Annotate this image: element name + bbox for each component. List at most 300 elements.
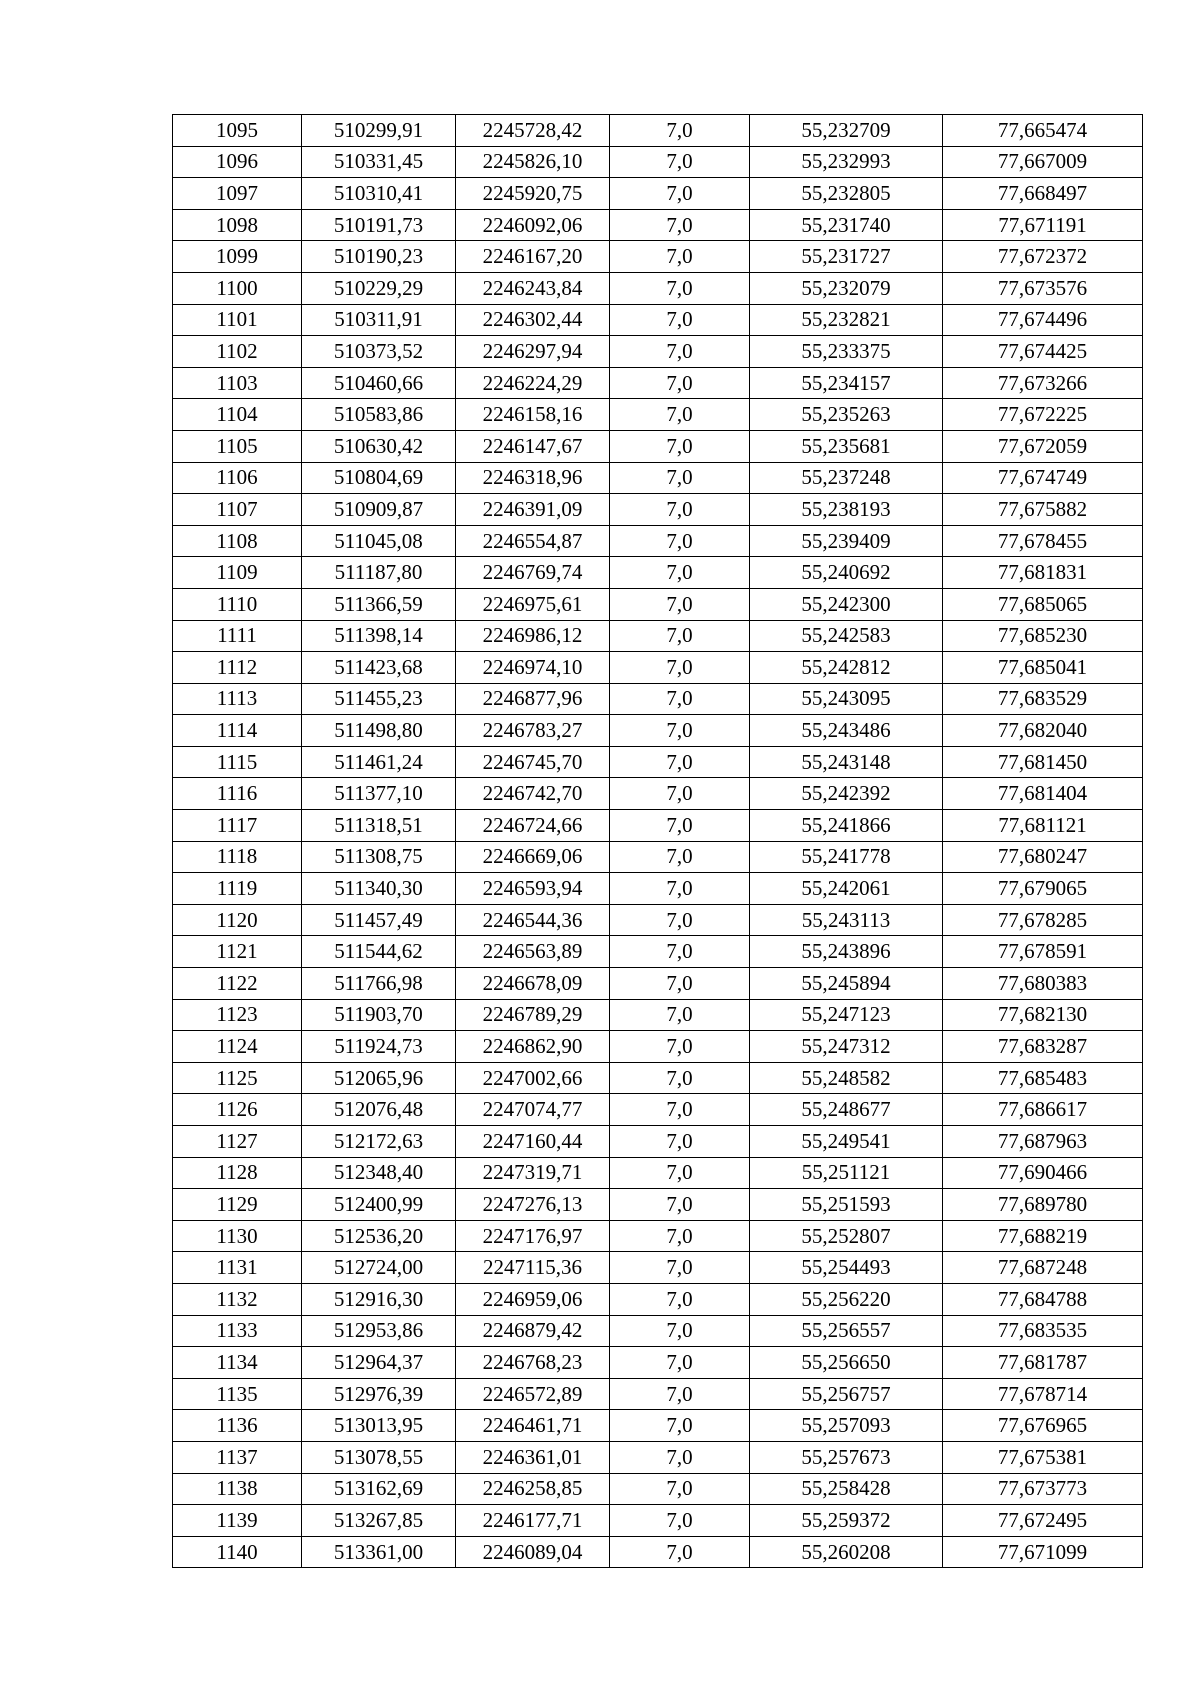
- point-number-cell: 1104: [173, 399, 302, 431]
- value-cell: 7,0: [610, 1536, 750, 1568]
- value-cell: 7,0: [610, 1094, 750, 1126]
- value-cell: 7,0: [610, 936, 750, 968]
- longitude-cell: 77,668497: [943, 178, 1143, 210]
- y-coordinate-cell: 2246959,06: [456, 1283, 610, 1315]
- y-coordinate-cell: 2246769,74: [456, 557, 610, 589]
- latitude-cell: 55,235681: [750, 430, 943, 462]
- x-coordinate-cell: 512400,99: [302, 1189, 456, 1221]
- latitude-cell: 55,243148: [750, 746, 943, 778]
- table-row: [173, 336, 1143, 368]
- longitude-cell: 77,678714: [943, 1378, 1143, 1410]
- y-coordinate-cell: 2246297,94: [456, 336, 610, 368]
- latitude-cell: 55,232993: [750, 146, 943, 178]
- y-coordinate-cell: 2246258,85: [456, 1473, 610, 1505]
- point-number-cell: 1118: [173, 841, 302, 873]
- value-cell: 7,0: [610, 1441, 750, 1473]
- latitude-cell: 55,260208: [750, 1536, 943, 1568]
- x-coordinate-cell: 511924,73: [302, 1031, 456, 1063]
- y-coordinate-cell: 2246461,71: [456, 1410, 610, 1442]
- value-cell: 7,0: [610, 1189, 750, 1221]
- x-coordinate-cell: 510299,91: [302, 115, 456, 147]
- latitude-cell: 55,232821: [750, 304, 943, 336]
- latitude-cell: 55,243896: [750, 936, 943, 968]
- longitude-cell: 77,679065: [943, 873, 1143, 905]
- value-cell: 7,0: [610, 115, 750, 147]
- longitude-cell: 77,682130: [943, 999, 1143, 1031]
- value-cell: 7,0: [610, 1062, 750, 1094]
- value-cell: 7,0: [610, 1283, 750, 1315]
- latitude-cell: 55,256557: [750, 1315, 943, 1347]
- latitude-cell: 55,232709: [750, 115, 943, 147]
- x-coordinate-cell: 511318,51: [302, 810, 456, 842]
- value-cell: 7,0: [610, 367, 750, 399]
- value-cell: 7,0: [610, 462, 750, 494]
- x-coordinate-cell: 511498,80: [302, 715, 456, 747]
- x-coordinate-cell: 512348,40: [302, 1157, 456, 1189]
- latitude-cell: 55,242812: [750, 652, 943, 684]
- point-number-cell: 1117: [173, 810, 302, 842]
- table-row: [173, 778, 1143, 810]
- longitude-cell: 77,684788: [943, 1283, 1143, 1315]
- point-number-cell: 1138: [173, 1473, 302, 1505]
- y-coordinate-cell: 2247115,36: [456, 1252, 610, 1284]
- table-row: [173, 399, 1143, 431]
- x-coordinate-cell: 511423,68: [302, 652, 456, 684]
- y-coordinate-cell: 2246092,06: [456, 209, 610, 241]
- point-number-cell: 1139: [173, 1505, 302, 1537]
- longitude-cell: 77,673266: [943, 367, 1143, 399]
- y-coordinate-cell: 2246678,09: [456, 968, 610, 1000]
- point-number-cell: 1108: [173, 525, 302, 557]
- longitude-cell: 77,680383: [943, 968, 1143, 1000]
- y-coordinate-cell: 2246789,29: [456, 999, 610, 1031]
- table-row: [173, 904, 1143, 936]
- coordinates-table: [172, 114, 1143, 1568]
- longitude-cell: 77,680247: [943, 841, 1143, 873]
- point-number-cell: 1135: [173, 1378, 302, 1410]
- y-coordinate-cell: 2247319,71: [456, 1157, 610, 1189]
- point-number-cell: 1136: [173, 1410, 302, 1442]
- table-row: [173, 873, 1143, 905]
- table-row: [173, 178, 1143, 210]
- longitude-cell: 77,681450: [943, 746, 1143, 778]
- latitude-cell: 55,231727: [750, 241, 943, 273]
- latitude-cell: 55,259372: [750, 1505, 943, 1537]
- x-coordinate-cell: 510331,45: [302, 146, 456, 178]
- table-row: [173, 241, 1143, 273]
- point-number-cell: 1096: [173, 146, 302, 178]
- point-number-cell: 1137: [173, 1441, 302, 1473]
- x-coordinate-cell: 511544,62: [302, 936, 456, 968]
- point-number-cell: 1100: [173, 272, 302, 304]
- table-row: [173, 1505, 1143, 1537]
- latitude-cell: 55,242300: [750, 588, 943, 620]
- table-row: [173, 1031, 1143, 1063]
- value-cell: 7,0: [610, 652, 750, 684]
- point-number-cell: 1127: [173, 1126, 302, 1158]
- x-coordinate-cell: 510373,52: [302, 336, 456, 368]
- y-coordinate-cell: 2246391,09: [456, 494, 610, 526]
- table-row: [173, 810, 1143, 842]
- latitude-cell: 55,242061: [750, 873, 943, 905]
- value-cell: 7,0: [610, 1410, 750, 1442]
- point-number-cell: 1109: [173, 557, 302, 589]
- point-number-cell: 1123: [173, 999, 302, 1031]
- x-coordinate-cell: 510804,69: [302, 462, 456, 494]
- latitude-cell: 55,249541: [750, 1126, 943, 1158]
- table-row: [173, 1094, 1143, 1126]
- latitude-cell: 55,242392: [750, 778, 943, 810]
- point-number-cell: 1101: [173, 304, 302, 336]
- longitude-cell: 77,674425: [943, 336, 1143, 368]
- table-row: [173, 557, 1143, 589]
- longitude-cell: 77,672372: [943, 241, 1143, 273]
- y-coordinate-cell: 2246879,42: [456, 1315, 610, 1347]
- point-number-cell: 1112: [173, 652, 302, 684]
- x-coordinate-cell: 511461,24: [302, 746, 456, 778]
- value-cell: 7,0: [610, 588, 750, 620]
- point-number-cell: 1122: [173, 968, 302, 1000]
- longitude-cell: 77,682040: [943, 715, 1143, 747]
- x-coordinate-cell: 511766,98: [302, 968, 456, 1000]
- longitude-cell: 77,671191: [943, 209, 1143, 241]
- longitude-cell: 77,687963: [943, 1126, 1143, 1158]
- value-cell: 7,0: [610, 1505, 750, 1537]
- y-coordinate-cell: 2246669,06: [456, 841, 610, 873]
- latitude-cell: 55,232079: [750, 272, 943, 304]
- x-coordinate-cell: 513162,69: [302, 1473, 456, 1505]
- value-cell: 7,0: [610, 178, 750, 210]
- table-row: [173, 1441, 1143, 1473]
- value-cell: 7,0: [610, 1031, 750, 1063]
- y-coordinate-cell: 2246724,66: [456, 810, 610, 842]
- point-number-cell: 1106: [173, 462, 302, 494]
- point-number-cell: 1133: [173, 1315, 302, 1347]
- table-row: [173, 936, 1143, 968]
- y-coordinate-cell: 2246986,12: [456, 620, 610, 652]
- longitude-cell: 77,665474: [943, 115, 1143, 147]
- point-number-cell: 1124: [173, 1031, 302, 1063]
- table-row: [173, 841, 1143, 873]
- latitude-cell: 55,243486: [750, 715, 943, 747]
- table-row: [173, 1252, 1143, 1284]
- y-coordinate-cell: 2246158,16: [456, 399, 610, 431]
- latitude-cell: 55,237248: [750, 462, 943, 494]
- longitude-cell: 77,683287: [943, 1031, 1143, 1063]
- value-cell: 7,0: [610, 620, 750, 652]
- longitude-cell: 77,678591: [943, 936, 1143, 968]
- value-cell: 7,0: [610, 1252, 750, 1284]
- x-coordinate-cell: 511455,23: [302, 683, 456, 715]
- x-coordinate-cell: 510583,86: [302, 399, 456, 431]
- y-coordinate-cell: 2247176,97: [456, 1220, 610, 1252]
- table-row: [173, 746, 1143, 778]
- longitude-cell: 77,672225: [943, 399, 1143, 431]
- point-number-cell: 1126: [173, 1094, 302, 1126]
- table-row: [173, 652, 1143, 684]
- latitude-cell: 55,251593: [750, 1189, 943, 1221]
- value-cell: 7,0: [610, 841, 750, 873]
- value-cell: 7,0: [610, 241, 750, 273]
- value-cell: 7,0: [610, 715, 750, 747]
- value-cell: 7,0: [610, 904, 750, 936]
- value-cell: 7,0: [610, 494, 750, 526]
- x-coordinate-cell: 511377,10: [302, 778, 456, 810]
- y-coordinate-cell: 2246302,44: [456, 304, 610, 336]
- y-coordinate-cell: 2245826,10: [456, 146, 610, 178]
- x-coordinate-cell: 511308,75: [302, 841, 456, 873]
- y-coordinate-cell: 2247276,13: [456, 1189, 610, 1221]
- value-cell: 7,0: [610, 1157, 750, 1189]
- latitude-cell: 55,257673: [750, 1441, 943, 1473]
- y-coordinate-cell: 2246544,36: [456, 904, 610, 936]
- latitude-cell: 55,232805: [750, 178, 943, 210]
- latitude-cell: 55,256650: [750, 1347, 943, 1379]
- table-row: [173, 209, 1143, 241]
- latitude-cell: 55,234157: [750, 367, 943, 399]
- table-row: [173, 1473, 1143, 1505]
- point-number-cell: 1103: [173, 367, 302, 399]
- x-coordinate-cell: 510310,41: [302, 178, 456, 210]
- y-coordinate-cell: 2247160,44: [456, 1126, 610, 1158]
- point-number-cell: 1121: [173, 936, 302, 968]
- latitude-cell: 55,258428: [750, 1473, 943, 1505]
- table-row: [173, 715, 1143, 747]
- longitude-cell: 77,675882: [943, 494, 1143, 526]
- point-number-cell: 1114: [173, 715, 302, 747]
- y-coordinate-cell: 2246089,04: [456, 1536, 610, 1568]
- longitude-cell: 77,681404: [943, 778, 1143, 810]
- value-cell: 7,0: [610, 209, 750, 241]
- table-row: [173, 1189, 1143, 1221]
- x-coordinate-cell: 511457,49: [302, 904, 456, 936]
- longitude-cell: 77,683529: [943, 683, 1143, 715]
- table-row: [173, 588, 1143, 620]
- longitude-cell: 77,685230: [943, 620, 1143, 652]
- table-row: [173, 462, 1143, 494]
- x-coordinate-cell: 511398,14: [302, 620, 456, 652]
- value-cell: 7,0: [610, 1126, 750, 1158]
- table-row: [173, 1347, 1143, 1379]
- value-cell: 7,0: [610, 525, 750, 557]
- point-number-cell: 1099: [173, 241, 302, 273]
- longitude-cell: 77,685041: [943, 652, 1143, 684]
- latitude-cell: 55,238193: [750, 494, 943, 526]
- x-coordinate-cell: 512536,20: [302, 1220, 456, 1252]
- table-row: [173, 1378, 1143, 1410]
- x-coordinate-cell: 510229,29: [302, 272, 456, 304]
- value-cell: 7,0: [610, 873, 750, 905]
- longitude-cell: 77,674496: [943, 304, 1143, 336]
- table-row: [173, 1157, 1143, 1189]
- x-coordinate-cell: 510191,73: [302, 209, 456, 241]
- table-row: [173, 999, 1143, 1031]
- x-coordinate-cell: 512724,00: [302, 1252, 456, 1284]
- x-coordinate-cell: 512916,30: [302, 1283, 456, 1315]
- y-coordinate-cell: 2246554,87: [456, 525, 610, 557]
- latitude-cell: 55,231740: [750, 209, 943, 241]
- longitude-cell: 77,675381: [943, 1441, 1143, 1473]
- table-row: [173, 1315, 1143, 1347]
- y-coordinate-cell: 2246572,89: [456, 1378, 610, 1410]
- latitude-cell: 55,241778: [750, 841, 943, 873]
- point-number-cell: 1120: [173, 904, 302, 936]
- y-coordinate-cell: 2246243,84: [456, 272, 610, 304]
- x-coordinate-cell: 510311,91: [302, 304, 456, 336]
- longitude-cell: 77,686617: [943, 1094, 1143, 1126]
- y-coordinate-cell: 2246975,61: [456, 588, 610, 620]
- latitude-cell: 55,256220: [750, 1283, 943, 1315]
- point-number-cell: 1095: [173, 115, 302, 147]
- point-number-cell: 1131: [173, 1252, 302, 1284]
- point-number-cell: 1140: [173, 1536, 302, 1568]
- y-coordinate-cell: 2246563,89: [456, 936, 610, 968]
- point-number-cell: 1125: [173, 1062, 302, 1094]
- table-row: [173, 304, 1143, 336]
- table-row: [173, 430, 1143, 462]
- longitude-cell: 77,687248: [943, 1252, 1143, 1284]
- latitude-cell: 55,252807: [750, 1220, 943, 1252]
- longitude-cell: 77,676965: [943, 1410, 1143, 1442]
- y-coordinate-cell: 2246742,70: [456, 778, 610, 810]
- latitude-cell: 55,257093: [750, 1410, 943, 1442]
- x-coordinate-cell: 512065,96: [302, 1062, 456, 1094]
- x-coordinate-cell: 513267,85: [302, 1505, 456, 1537]
- value-cell: 7,0: [610, 999, 750, 1031]
- value-cell: 7,0: [610, 778, 750, 810]
- point-number-cell: 1102: [173, 336, 302, 368]
- latitude-cell: 55,240692: [750, 557, 943, 589]
- table-row: [173, 146, 1143, 178]
- longitude-cell: 77,678455: [943, 525, 1143, 557]
- y-coordinate-cell: 2247002,66: [456, 1062, 610, 1094]
- value-cell: 7,0: [610, 968, 750, 1000]
- latitude-cell: 55,239409: [750, 525, 943, 557]
- longitude-cell: 77,672059: [943, 430, 1143, 462]
- table-row: [173, 272, 1143, 304]
- point-number-cell: 1107: [173, 494, 302, 526]
- y-coordinate-cell: 2246361,01: [456, 1441, 610, 1473]
- table-row: [173, 620, 1143, 652]
- y-coordinate-cell: 2246177,71: [456, 1505, 610, 1537]
- longitude-cell: 77,672495: [943, 1505, 1143, 1537]
- latitude-cell: 55,241866: [750, 810, 943, 842]
- longitude-cell: 77,681787: [943, 1347, 1143, 1379]
- point-number-cell: 1113: [173, 683, 302, 715]
- x-coordinate-cell: 511366,59: [302, 588, 456, 620]
- y-coordinate-cell: 2245728,42: [456, 115, 610, 147]
- y-coordinate-cell: 2245920,75: [456, 178, 610, 210]
- x-coordinate-cell: 511340,30: [302, 873, 456, 905]
- longitude-cell: 77,685483: [943, 1062, 1143, 1094]
- x-coordinate-cell: 512172,63: [302, 1126, 456, 1158]
- value-cell: 7,0: [610, 557, 750, 589]
- point-number-cell: 1097: [173, 178, 302, 210]
- latitude-cell: 55,245894: [750, 968, 943, 1000]
- point-number-cell: 1129: [173, 1189, 302, 1221]
- latitude-cell: 55,233375: [750, 336, 943, 368]
- x-coordinate-cell: 512964,37: [302, 1347, 456, 1379]
- x-coordinate-cell: 513361,00: [302, 1536, 456, 1568]
- y-coordinate-cell: 2246783,27: [456, 715, 610, 747]
- value-cell: 7,0: [610, 304, 750, 336]
- longitude-cell: 77,683535: [943, 1315, 1143, 1347]
- table-row: [173, 683, 1143, 715]
- y-coordinate-cell: 2246318,96: [456, 462, 610, 494]
- point-number-cell: 1130: [173, 1220, 302, 1252]
- latitude-cell: 55,247123: [750, 999, 943, 1031]
- table-row: [173, 1283, 1143, 1315]
- latitude-cell: 55,243095: [750, 683, 943, 715]
- value-cell: 7,0: [610, 272, 750, 304]
- point-number-cell: 1134: [173, 1347, 302, 1379]
- longitude-cell: 77,685065: [943, 588, 1143, 620]
- coordinates-table-body: [173, 115, 1143, 1568]
- table-row: [173, 1126, 1143, 1158]
- latitude-cell: 55,248677: [750, 1094, 943, 1126]
- longitude-cell: 77,674749: [943, 462, 1143, 494]
- value-cell: 7,0: [610, 430, 750, 462]
- y-coordinate-cell: 2246147,67: [456, 430, 610, 462]
- y-coordinate-cell: 2246768,23: [456, 1347, 610, 1379]
- value-cell: 7,0: [610, 746, 750, 778]
- point-number-cell: 1115: [173, 746, 302, 778]
- y-coordinate-cell: 2246224,29: [456, 367, 610, 399]
- table-row: [173, 525, 1143, 557]
- table-row: [173, 115, 1143, 147]
- table-row: [173, 1410, 1143, 1442]
- y-coordinate-cell: 2246593,94: [456, 873, 610, 905]
- x-coordinate-cell: 513078,55: [302, 1441, 456, 1473]
- x-coordinate-cell: 513013,95: [302, 1410, 456, 1442]
- latitude-cell: 55,248582: [750, 1062, 943, 1094]
- point-number-cell: 1111: [173, 620, 302, 652]
- longitude-cell: 77,667009: [943, 146, 1143, 178]
- value-cell: 7,0: [610, 1347, 750, 1379]
- x-coordinate-cell: 510909,87: [302, 494, 456, 526]
- x-coordinate-cell: 511903,70: [302, 999, 456, 1031]
- value-cell: 7,0: [610, 336, 750, 368]
- value-cell: 7,0: [610, 146, 750, 178]
- value-cell: 7,0: [610, 683, 750, 715]
- latitude-cell: 55,251121: [750, 1157, 943, 1189]
- x-coordinate-cell: 511045,08: [302, 525, 456, 557]
- table-row: [173, 494, 1143, 526]
- point-number-cell: 1105: [173, 430, 302, 462]
- value-cell: 7,0: [610, 1220, 750, 1252]
- longitude-cell: 77,671099: [943, 1536, 1143, 1568]
- latitude-cell: 55,254493: [750, 1252, 943, 1284]
- y-coordinate-cell: 2246862,90: [456, 1031, 610, 1063]
- x-coordinate-cell: 510190,23: [302, 241, 456, 273]
- longitude-cell: 77,681831: [943, 557, 1143, 589]
- table-row: [173, 1536, 1143, 1568]
- point-number-cell: 1128: [173, 1157, 302, 1189]
- point-number-cell: 1098: [173, 209, 302, 241]
- value-cell: 7,0: [610, 1315, 750, 1347]
- latitude-cell: 55,247312: [750, 1031, 943, 1063]
- latitude-cell: 55,242583: [750, 620, 943, 652]
- table-row: [173, 367, 1143, 399]
- value-cell: 7,0: [610, 1378, 750, 1410]
- x-coordinate-cell: 510460,66: [302, 367, 456, 399]
- table-row: [173, 1220, 1143, 1252]
- value-cell: 7,0: [610, 810, 750, 842]
- y-coordinate-cell: 2246974,10: [456, 652, 610, 684]
- x-coordinate-cell: 511187,80: [302, 557, 456, 589]
- longitude-cell: 77,688219: [943, 1220, 1143, 1252]
- value-cell: 7,0: [610, 1473, 750, 1505]
